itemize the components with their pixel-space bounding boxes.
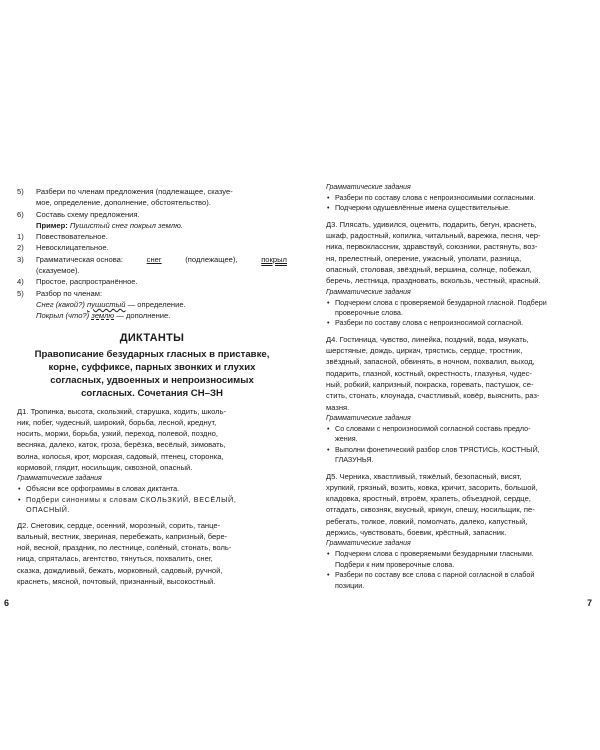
task-bullet [326,570,588,591]
item-text: (подлежащее), [185,254,238,264]
section-heading-line: согласных. Сочетания СН–ЗН [81,387,223,399]
right-page-column [326,182,588,591]
grammar-tasks-label: Грамматические задания [326,288,411,296]
text-line: шерстяные, дождь, циркач, трястись, сердце, тростник, [326,346,523,356]
left-page-column [17,186,287,587]
text-line: шкаф, радостный, копилка, читальный, варежка, песня, чер- [326,231,541,241]
page-number-right: 7 [587,598,593,608]
text-line: краснеть, мясной, почтовый, признанный, высокостный. [17,577,216,587]
text-line: ный, робкий, капризный, покраска, горевать, пастушок, се- [326,380,534,389]
scheme-item-5 [17,288,287,299]
text-line: звёздный, запасной, обвинять, в ночном, похвалил, выход, [326,357,535,367]
task-bullet [326,424,588,445]
item-number: 1) [17,232,24,242]
dictation-d4 [326,334,588,413]
text-line: • Подчеркни слова с проверяемой безударной гласной. Подбери [335,297,547,307]
task-bullet: • Подчеркни одушевлённые имена существительные. [326,203,588,213]
text-line: проверочные слова. [335,308,403,317]
section-heading-line: Правописание безударных гласных в приставке, [34,348,270,360]
parse-role: — дополнение. [116,311,171,321]
item-line: мое, определение, дополнение, обстоятельство). [36,198,211,208]
text-line: Д2. Снеговик, сердце, осенний, морозный, сорить, танце- [17,520,221,530]
example-sentence: Пушистый снег покрыл землю. [69,220,183,230]
scheme-item-3 [17,254,287,277]
text-line: стить, стонать, клоунада, счастливый, ковёр, выяснить, раз- [326,391,540,401]
text-line: • Разбери по составу все слова с парной согласной в слабой [335,570,535,580]
task-bullet: • Объясни все орфограммы в словах диктанта. [17,484,287,494]
text-line: Д5. Черника, хвастливый, тяжёлый, безопасный, висят, [326,471,522,481]
item-line: Разбери по членам предложения (подлежащее, сказуе- [36,187,233,196]
text-line: ня, прелестный, оперение, ужасный, уполати, разница, [326,253,522,263]
subject-word: снег [146,254,162,264]
task-bullet [326,549,588,570]
scheme-item-1 [17,231,287,242]
text-line: • Выполни фонетический разбор слов ТРЯСТИСЬ, КОСТНЫЙ, [335,444,540,454]
text-line: кладовка, яростный, втроём, храпеть, объездной, сердце, [326,494,531,504]
parse-question: Снег (какой?) [36,299,85,309]
parse-question: Покрыл (что?) [36,311,90,321]
parse-line-2 [17,310,287,321]
grammar-tasks-label: Грамматические задания [326,184,411,191]
text-line: Д3. Плясать, удивился, оценить, подарить, бегун, краснеть, [326,219,537,229]
task-bullet [17,495,287,516]
item-text: Грамматическая основа: [36,254,123,264]
predicate-word: покрыл [261,254,287,264]
task-item-5 [17,186,287,209]
text-line: беречь, лестница, праздновать, вскользь, честный, красный. [326,276,541,286]
text-line: волна, колосья, крот, морская, садовый, птенец, сторонка, [17,451,224,461]
item-number: 5) [17,187,24,196]
item-text: Простое, распространённое. [36,277,138,287]
text-line: держись, чувствовать, боевик, крёстный, запасник. [326,528,507,537]
text-line: ГЛАЗУНЬЯ. [335,455,374,465]
text-line: Д1. Тропинка, высота, скользкий, старушка, ходить, школь- [17,406,227,416]
text-line: ник, побег, чудесный, широкий, борьба, лесной, креднут, [17,417,217,427]
text-line: ной, весной, праздник, по лестнице, солёный, стонать, воль- [17,543,232,553]
section-heading-line: корне, суффиксе, парных звонких и глухих [48,361,256,373]
dictation-d1 [17,406,287,474]
example-line [17,220,287,231]
dictation-d2 [17,520,287,588]
text-line: • Подчеркни слова с проверяемыми безударными гласными. [335,549,534,559]
text-line: вальный, вестник, звериная, перебежать, капризный, бере- [17,531,228,541]
text-line: отгадать, сквозняк, вкусный, крикун, спешу, носильщик, пе- [326,505,535,515]
item-number: 6) [17,209,24,219]
item-text: (сказуемое). [36,266,80,276]
page-number-left: 6 [4,598,10,608]
task-item-6 [17,209,287,220]
text-line: • Со словами с непроизносимой согласной составь предло- [335,423,531,433]
item-number: 5) [17,288,24,298]
attribute-word: пушистый [87,299,126,309]
section-heading [17,348,287,400]
text-line: опасный, столовая, звёздный, вершина, солнце, побежал, [326,265,532,274]
task-bullet [326,298,588,319]
object-word: землю [91,311,115,321]
text-line: ница, спряталась, агентство, тянуться, похвалить, снег, [17,554,213,564]
grammar-tasks-label: Грамматические задания [326,540,411,548]
text-line: позиции. [335,580,365,590]
text-line: ребегать, толкое, ловкий, помолчать, далеко, капустный, [326,516,528,526]
item-text: Разбор по членам: [36,288,103,298]
section-heading-line: согласных, удвоенных и непроизносимых [50,374,254,386]
text-line: • Подбери синонимы к словам СКОЛЬЗКИЙ, ВЕСЁЛЫЙ, [26,494,237,504]
parse-line-1 [17,299,287,310]
text-line: ника, первоклассник, здравствуй, союзники, растянуть, воз- [326,242,538,252]
dictation-d5 [326,471,588,539]
text-line: Подбери к ним проверочные слова. [335,559,455,569]
scheme-item-4 [17,276,287,287]
grammar-tasks-label: Грамматические задания [326,414,411,422]
text-line: кормовой, глядит, носильщик, сквозной, опасный. [17,463,193,473]
item-number: 4) [17,277,24,287]
grammar-tasks-label: Грамматические задания [17,475,102,483]
text-line: сказка, дождливый, бежать, морковный, садовый, ручной, [17,565,223,575]
task-bullet: • Разбери по составу слова с непроизносимыми согласными. [326,193,588,203]
text-line: хрупкий, грязный, возить, ковка, кричит, засорить, большой, [326,482,538,492]
item-number: 3) [17,254,24,264]
item-text: Повествовательное. [36,232,108,242]
task-bullet: • Разбери по составу слова с непроизносимой согласной. [326,318,588,328]
item-number: 2) [17,243,24,253]
text-line: жения. [335,434,358,444]
text-line: Д4. Гостиница, чувство, линейка, поздний, вода, мяукать, [326,334,529,344]
text-line: подарить, глазной, костный, окрестность, глазунья, чудес- [326,368,532,378]
item-line: Составь схему предложения. [36,209,140,219]
example-label: Пример: [36,220,68,230]
text-line: весняка, далеко, каток, гроза, берёзка, весёлый, зимовать, [17,440,226,450]
scheme-item-2 [17,242,287,253]
parse-role: — определение. [127,299,186,309]
text-line: носить, моржи, борьба, узкий, переход, полевой, поздно, [17,429,219,439]
item-text: Невосклицательное. [36,243,109,253]
dictation-d3 [326,219,588,287]
text-line: ОПАСНЫЙ. [26,505,71,515]
task-bullet [326,445,588,466]
text-line: мазня. [326,402,350,412]
dictations-heading: ДИКТАНТЫ [119,331,185,344]
